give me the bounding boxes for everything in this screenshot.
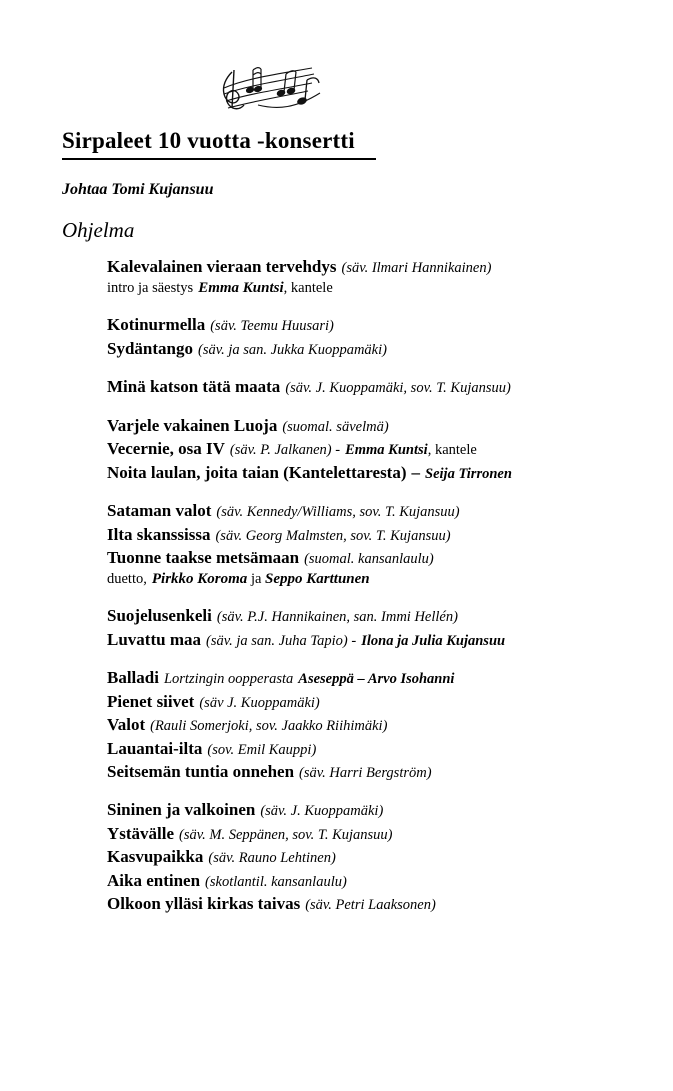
song-title: Sataman valot (107, 501, 212, 521)
program-entry (107, 500, 667, 522)
program-entry (107, 714, 667, 736)
song-credit: (säv. M. Seppänen, sov. T. Kujansuu) (179, 826, 393, 843)
song-title: Minä katson tätä maata (107, 377, 281, 397)
program-entry (107, 893, 667, 915)
song-credit: Lortzingin oopperasta (163, 671, 294, 688)
song-title: Valot (107, 715, 146, 735)
performer-name: Seppo Karttunen (265, 571, 370, 588)
song-title: Varjele vakainen Luoja (107, 415, 278, 435)
song-title: Noita laulan, joita taian (Kantelettaresta) (107, 462, 407, 482)
song-credit: (säv. Teemu Huusari) (210, 318, 334, 335)
program-entry (107, 438, 667, 460)
credit-dash: – (411, 462, 421, 482)
performer-name: Emma Kuntsi (345, 442, 428, 459)
song-title: Sininen ja valkoinen (107, 800, 256, 820)
program-group (107, 376, 667, 398)
page-title: Sirpaleet 10 vuotta -konsertti (62, 128, 355, 153)
program-entry (107, 338, 667, 360)
program-entry (107, 738, 667, 760)
performer-role: , kantele (427, 442, 477, 459)
subline-lead: duetto, (107, 571, 147, 588)
program-entry (107, 415, 667, 437)
song-credit: (säv. P.J. Hannikainen, san. Immi Hellén) (216, 609, 458, 626)
program-entry (107, 761, 667, 783)
performer-name: Seija Tirronen (425, 465, 512, 482)
program-entry (107, 799, 667, 821)
program-entry (107, 462, 667, 484)
program-entry (107, 846, 667, 868)
program-entry (107, 314, 667, 336)
song-credit: (säv. Kennedy/Williams, sov. T. Kujansuu) (216, 504, 460, 521)
performer-name: Ilona ja Julia Kujansuu (361, 632, 506, 649)
song-title: Sydäntango (107, 338, 193, 358)
song-credit: (säv. Petri Laaksonen) (305, 897, 436, 914)
song-title: Kotinurmella (107, 315, 206, 335)
song-title: Kasvupaikka (107, 847, 204, 867)
song-credit: (säv. J. Kuoppamäki) (260, 803, 384, 820)
program-group (107, 415, 667, 484)
song-credit: (säv. P. Jalkanen) - (229, 442, 341, 459)
program-entry (107, 870, 667, 892)
performer-name: Emma Kuntsi (198, 280, 284, 297)
program-group (107, 314, 667, 360)
song-credit: (Rauli Somerjoki, sov. Jaakko Riihimäki) (150, 718, 388, 735)
program-entry (107, 629, 667, 651)
song-title: Ystävälle (107, 823, 175, 843)
song-title: Olkoon ylläsi kirkas taivas (107, 894, 301, 914)
entry-subline (107, 570, 667, 589)
song-title: Aika entinen (107, 870, 201, 890)
song-credit: (suomal. kansanlaulu) (304, 550, 434, 567)
song-credit: (säv. Georg Malmsten, sov. T. Kujansuu) (215, 527, 451, 544)
song-title: Tuonne taakse metsämaan (107, 547, 300, 567)
program-entry (107, 547, 667, 569)
song-title: Seitsemän tuntia onnehen (107, 762, 295, 781)
song-credit: (säv. ja san. Juha Tapio) - (205, 632, 357, 649)
program-entry (107, 524, 667, 546)
song-credit: (säv. Ilmari Hannikainen) (341, 260, 492, 276)
program-group (107, 605, 667, 651)
song-title: Suojelusenkeli (107, 606, 212, 626)
song-credit: (säv. Harri Bergström) (299, 765, 432, 781)
subline-lead: intro ja säestys (107, 280, 194, 297)
song-title: Lauantai-ilta (107, 738, 203, 758)
program-entry (107, 605, 667, 627)
program-entry (107, 256, 667, 278)
program-entry (107, 823, 667, 845)
program-group (107, 256, 667, 298)
song-title: Ilta skanssissa (107, 524, 211, 544)
subline-conjunction: ja (247, 571, 266, 588)
song-credit: (säv J. Kuoppamäki) (199, 694, 320, 711)
program-entry (107, 376, 667, 398)
program-entry (107, 691, 667, 713)
song-credit: (suomal. sävelmä) (282, 418, 389, 435)
performer-name: Aseseppä – Arvo Isohanni (298, 671, 455, 688)
music-notes-icon (208, 58, 328, 120)
program-group (107, 500, 667, 589)
song-credit: (sov. Emil Kauppi) (207, 741, 317, 758)
song-credit: (säv. Rauno Lehtinen) (208, 850, 336, 867)
song-title: Vecernie, osa IV (107, 439, 225, 459)
song-credit: (säv. ja san. Jukka Kuoppamäki) (197, 341, 387, 358)
song-title: Kalevalainen vieraan tervehdys (107, 257, 337, 276)
title-underline (62, 158, 376, 160)
song-credit: (säv. J. Kuoppamäki, sov. T. Kujansuu) (285, 380, 511, 397)
program-heading: Ohjelma (62, 218, 135, 242)
song-title: Balladi (107, 668, 159, 688)
song-credit: (skotlantil. kansanlaulu) (205, 873, 347, 890)
program-group (107, 799, 667, 915)
subline-tail: , kantele (283, 280, 333, 297)
program-entry (107, 667, 667, 689)
entry-subline (107, 279, 667, 298)
program-list (107, 256, 667, 932)
performer-name: Pirkko Koroma (151, 571, 248, 588)
song-title: Luvattu maa (107, 629, 201, 649)
song-title: Pienet siivet (107, 691, 195, 711)
program-group (107, 667, 667, 783)
conductor-line: Johtaa Tomi Kujansuu (62, 181, 214, 198)
